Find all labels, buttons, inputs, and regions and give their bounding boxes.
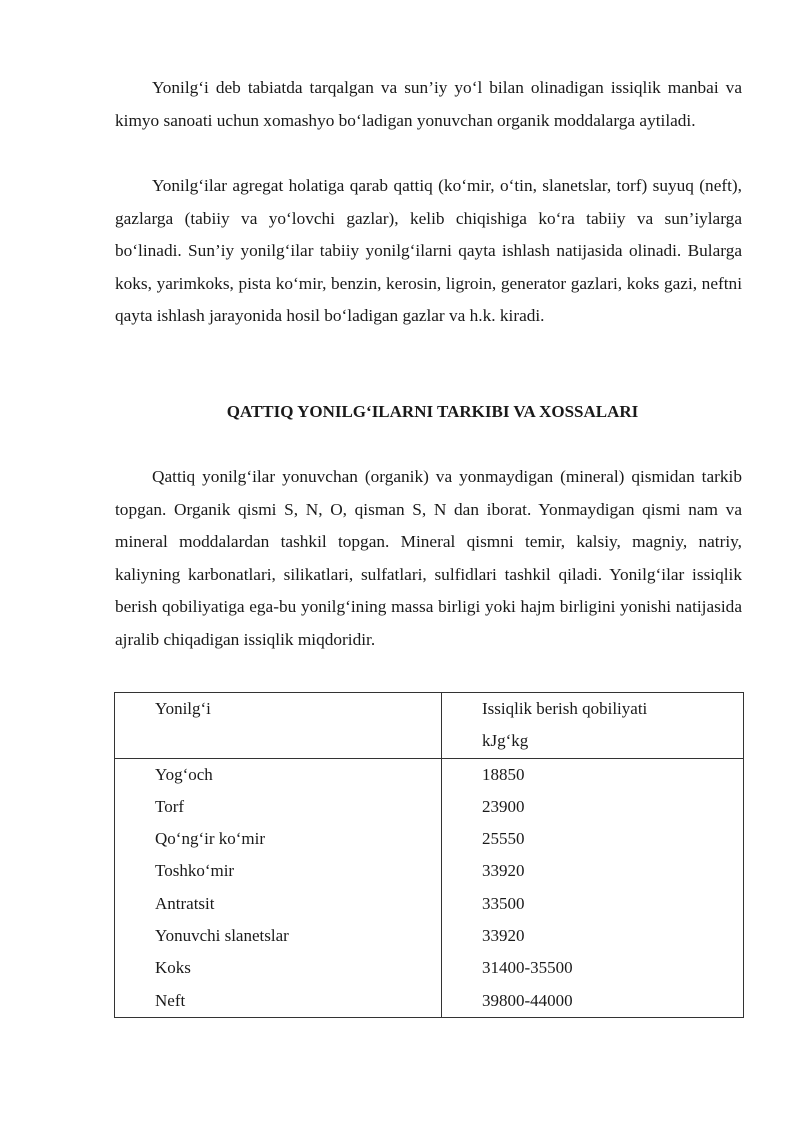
header-fuel-label: Yonilg‘i bbox=[155, 699, 211, 718]
heat-value: 33920 bbox=[482, 926, 525, 946]
table-header-row bbox=[115, 693, 744, 759]
classification-paragraph: Yonilg‘ilar agregat holatiga qarab qattiq (ko‘mir, o‘tin, slanetslar, torf) suyuq (neft), gazlarga (tabiiy va yo‘lovchi gazlar), kelib chiqishiga ko‘ra tabiiy va sun’iylarga bo‘linadi. Sun’iy yonilg‘ilar tabiiy yonilg‘ilarni qayta ishlash natijasida olinadi. Bularga koks, yarimkoks, pista ko‘mir, benzin, kerosin, ligroin, generator gazlari, koks gazi, neftni qayta ishlash jarayonida hosil bo‘ladigan gazlar va h.k. kiradi. bbox=[115, 176, 742, 326]
heat-value: 31400-35500 bbox=[482, 958, 573, 978]
heat-value: 39800-44000 bbox=[482, 990, 573, 1010]
fuel-heat-table bbox=[114, 692, 744, 1018]
fuel-name: Toshko‘mir bbox=[155, 861, 235, 881]
fuel-name: Koks bbox=[155, 958, 191, 978]
fuel-name: Torf bbox=[155, 796, 185, 816]
section-heading: QATTIQ YONILG‘ILARNI TARKIBI VA XOSSALARI bbox=[226, 402, 639, 421]
header-heat-label: Issiqlik berish qobiliyati bbox=[482, 699, 648, 718]
heat-value: 33920 bbox=[482, 861, 525, 881]
fuel-name: Qo‘ng‘ir ko‘mir bbox=[155, 829, 266, 849]
composition-paragraph: Qattiq yonilg‘ilar yonuvchan (organik) va yonmaydigan (mineral) qismidan tarkib topgan. Organik qismi S, N, O, qisman S, N dan iborat. Yonmaydigan qismi nam va mineral moddalardan tashkil topgan. Mineral qismni temir, kalsiy, magniy, natriy, kaliyning karbonatlari, silikatlari, sulfatlari, sulfidlari tashkil qiladi. Yonilg‘ilar issiqlik berish qobiliyatiga ega-bu yonilg‘ining massa birligi yoki hajm birligini yonishi natijasida ajralib chiqadigan issiqlik miqdoridir. bbox=[115, 467, 742, 649]
fuel-name: Yog‘och bbox=[155, 764, 213, 784]
heat-value: 23900 bbox=[482, 796, 525, 816]
heat-value: 25550 bbox=[482, 829, 525, 849]
intro-paragraph: Yonilg‘i deb tabiatda tarqalgan va sun’iy yo‘l bilan olinadigan issiqlik manbai va kimyo sanoati uchun xomashyo bo‘ladigan yonuvchan organik moddalarga aytiladi. bbox=[115, 78, 742, 130]
fuel-name: Antratsit bbox=[155, 893, 215, 913]
heat-value: 33500 bbox=[482, 893, 525, 913]
heat-value: 18850 bbox=[482, 764, 525, 784]
header-heat-unit: kJg‘kg bbox=[482, 731, 529, 751]
heat-values-cell bbox=[442, 758, 744, 1017]
header-fuel-cell bbox=[115, 693, 442, 759]
fuel-name: Yonuvchi slanetslar bbox=[155, 926, 289, 946]
header-heat-cell bbox=[442, 693, 744, 759]
fuel-name: Neft bbox=[155, 990, 186, 1010]
fuel-names-cell bbox=[115, 758, 442, 1017]
table-body-row bbox=[115, 758, 744, 1017]
